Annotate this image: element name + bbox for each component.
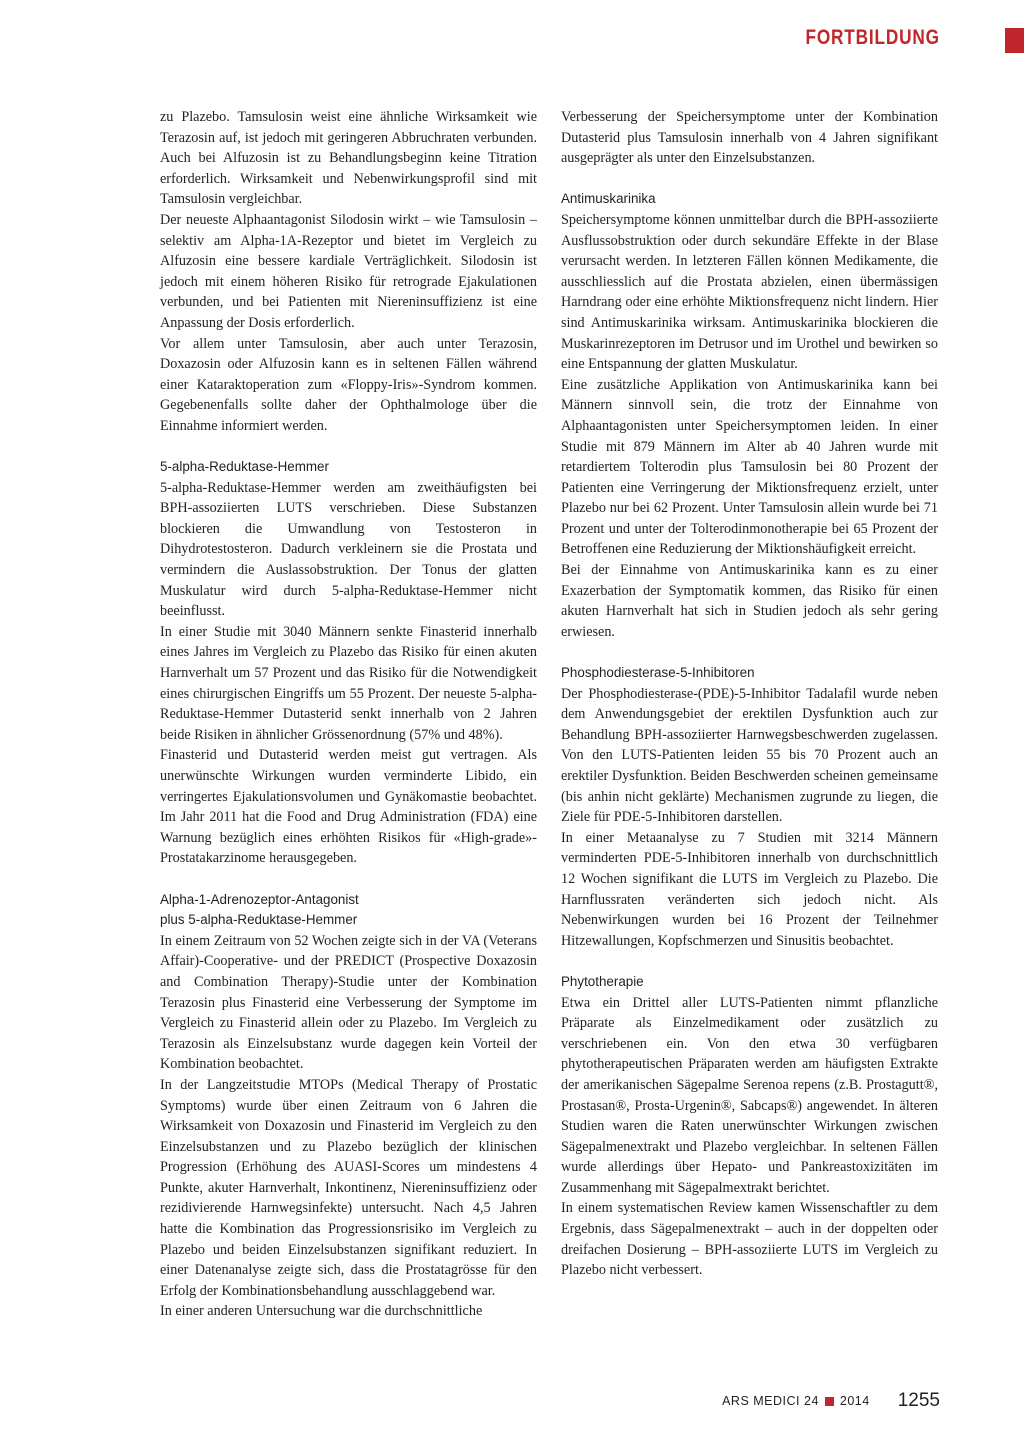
section-spacer [160, 869, 537, 890]
body-paragraph: Finasterid und Dutasterid werden meist gut vertragen. Als unerwünschte Wirkungen wurden verminderte Libido, ein verringertes Ejakulationsvolumen und Gynäkomastie beobachtet. Im Jahr 2011 hat die Food and Drug Administration (FDA) eine Warnung bezüglich eines erhöhten Risikos für «High-grade»-Prostatakarzinome herausgegeben. [160, 747, 537, 867]
section-heading: 5-alpha-Reduktase-Hemmer [160, 459, 329, 475]
body-paragraph: In einer Studie mit 3040 Männern senkte Finasterid innerhalb eines Jahres im Vergleich zu Plazebo das Risiko für einen akuten Harnverhalt um 57 Prozent und das Risiko für die Notwendigkeit eines chirurgischen Eingriffs um 55 Prozent. Der neueste 5-alpha-Reduktase-Hemmer Dutasterid senkt innerhalb von 2 Jahren beide Risiken in ähnlicher Grössenordnung (57% und 48%). [160, 623, 537, 743]
body-paragraph: In einer anderen Untersuchung war die durchschnittliche [160, 1303, 483, 1320]
body-paragraph: In einem Zeitraum von 52 Wochen zeigte sich in der VA (Veterans Affair)-Cooperative- und der PREDICT (Prospective Doxazosin and Combination Therapy)-Studie unter der Kombination Terazosin plus Finasterid eine Verbesserung der Symptome im Vergleich zu Finasterid allein oder zu Plazebo. Im Vergleich zu Terazosin als Einzelsubstanz wurde dagegen kein Vorteil der Kombination beobachtet. [160, 932, 537, 1073]
journal-issue: ARS MEDICI 24 [722, 1394, 819, 1408]
section-heading: plus 5-alpha-Reduktase-Hemmer [160, 912, 358, 928]
body-paragraph: Der Phosphodiesterase-(PDE)-5-Inhibitor Tadalafil wurde neben dem Anwendungsgebiet der erektilen Dysfunktion auch zur Behandlung BPH-assoziierter Harnwegsbeschwerden zugelassen. Von den LUTS-Patienten leiden 55 bis 70 Prozent auch an erektiler Dysfunktion. Beiden Beschwerden scheinen gemeinsame (bis anhin nicht geklärte) Mechanismen zugrunde zu liegen, die Ziele für PDE-5-Inhibitoren darstellen. [561, 685, 938, 826]
footer-separator [825, 1397, 834, 1406]
body-paragraph: In einem systematischen Review kamen Wissenschaftler zu dem Ergebnis, dass Sägepalmenextrakt – auch in der doppelten oder dreifachen Dosierung – BPH-assoziierte LUTS im Vergleich zu Plazebo nicht verbessert. [561, 1200, 938, 1279]
body-paragraph: Eine zusätzliche Applikation von Antimuskarinika kann bei Männern sinnvoll sein, die trotz der Einnahme von Alphaantagonisten unter Speichersymptomen leiden. In einer Studie mit 879 Männern im Alter ab 40 Jahren wurde mit retardiertem Tolterodin plus Tamsulosin bei 80 Prozent der Patienten eine Verringerung der Miktionsfrequenz erzielt, unter Plazebo nur bei 62 Prozent. Unter Tamsulosin allein wurde bei 71 Prozent und unter der Tolterodinmonotherapie bei 65 Prozent der Betroffenen eine Reduzierung der Miktionshäufigkeit erreicht. [561, 376, 938, 558]
right-column [561, 107, 938, 1281]
body-paragraph: Speichersymptome können unmittelbar durch die BPH-assoziierte Ausflussobstruktion oder durch sekundäre Effekte in der Blase verursacht werden. In letzteren Fällen können Medikamente, die ausschliesslich auf die Prostata abzielen, einen übermässigen Harndrang oder eine erhöhte Miktionsfrequenz nicht lindern. Hier sind Antimuskarinika wirksam. Antimuskarinika blockieren die Muskarinrezeptoren im Detrusor und im Urothel und bewirken so eine Entspannung der glatten Muskulatur. [561, 211, 938, 373]
section-heading: Phytotherapie [561, 973, 644, 989]
journal-year: 2014 [839, 1394, 870, 1408]
section-spacer [561, 951, 938, 972]
section-heading: Alpha-1-Adrenozeptor-Antagonist [160, 891, 359, 907]
body-paragraph: Vor allem unter Tamsulosin, aber auch unter Terazosin, Doxazosin oder Alfuzosin kann es in seltenen Fällen während einer Kataraktoperation zum «Floppy-Iris»-Syndrom kommen. Gegebenenfalls sollte daher der Ophthalmologe über die Einnahme informiert werden. [160, 335, 537, 434]
section-spacer [561, 642, 938, 663]
body-paragraph: Etwa ein Drittel aller LUTS-Patienten nimmt pflanzliche Präparate als Einzelmedikament oder zusätzlich zu verschriebenen ein. Von den etwa 30 verfügbaren phytotherapeutischen Präparaten werden am häufigsten Extrakte der amerikanischen Sägepalme Serenoa repens (z.B. Prostagutt®, Prostasan®, Prosta-Urgenin®, Sabcaps®) angewendet. In älteren Studien waren die Raten unerwünschter Wirkungen zwischen Sägepalmenextrakt und Plazebo vergleichbar. In seltenen Fällen wurde allerdings über Hepato- und Pankreastoxizitäten im Zusammenhang mit Sägepalmextrakt berichtet. [561, 994, 938, 1196]
section-marker [1005, 28, 1024, 53]
body-paragraph: Verbesserung der Speichersymptome unter der Kombination Dutasterid plus Tamsulosin innerhalb von 4 Jahren signifikant ausgeprägter als unter den Einzelsubstanzen. [561, 109, 938, 167]
body-paragraph: In der Langzeitstudie MTOPs (Medical Therapy of Prostatic Symptoms) wurde über einen Zeitraum von 6 Jahren die Wirksamkeit von Doxazosin und Finasterid im Vergleich zu den Einzelsubstanzen und zu Plazebo bezüglich der klinischen Progression (Erhöhung des AUASI-Scores um mindestens 4 Punkte, akuter Harnverhalt, Inkontinenz, Niereninsuffizienz oder rezidivierende Harnwegsinfekte) untersucht. Nach 4,5 Jahren hatte die Kombination das Progressionsrisiko im Vergleich zu Plazebo und beiden Einzelsubstanzen signifikant reduziert. In einer Datenanalyse zeigte sich, dass die Prostatagrösse für den Erfolg der Kombinationsbehandlung ausschlaggebend war. [160, 1076, 537, 1299]
section-spacer [160, 437, 537, 458]
section-heading: Antimuskarinika [561, 191, 656, 207]
body-paragraph: Bei der Einnahme von Antimuskarinika kann es zu einer Exazerbation der Symptomatik kommen, das Risiko für einen akuten Harnverhalt hat sich in Studien jedoch als sehr gering erwiesen. [561, 562, 938, 640]
page-footer [722, 1390, 940, 1412]
left-column [160, 107, 537, 1322]
body-paragraph: zu Plazebo. Tamsulosin weist eine ähnliche Wirksamkeit wie Terazosin auf, ist jedoch mit geringeren Abbruchraten verbunden. Auch bei Alfuzosin ist zu Behandlungsbeginn keine Titration erforderlich. Wirksamkeit und Nebenwirkungsprofil sind mit Tamsulosin vergleichbar. [160, 109, 537, 208]
section-heading: Phosphodiesterase-5-Inhibitoren [561, 665, 755, 681]
section-spacer [561, 169, 938, 190]
body-paragraph: Der neueste Alphaantagonist Silodosin wirkt – wie Tamsulosin – selektiv am Alpha-1A-Rezeptor und bietet im Vergleich zu Alfuzosin eine bessere kardiale Verträglichkeit. Silodosin ist jedoch mit einem höheren Risiko für retrograde Ejakulationen verbunden, und bei Patienten mit Niereninsuffizienz ist eine Anpassung der Dosis erforderlich. [160, 211, 537, 331]
section-title: FORTBILDUNG [805, 26, 940, 49]
body-paragraph: In einer Metaanalyse zu 7 Studien mit 3214 Männern verminderten PDE-5-Inhibitoren innerhalb von durchschnittlich 12 Wochen signifikant die LUTS im Vergleich zu Plazebo. Die Harnflussraten veränderten sich jedoch nicht. Als Nebenwirkungen wurden bei 16 Prozent der Teilnehmer Hitzewallungen, Kopfschmerzen und Sinusitis beobachtet. [561, 829, 938, 949]
body-paragraph: 5-alpha-Reduktase-Hemmer werden am zweithäufigsten bei BPH-assoziierten LUTS verschrieben. Diese Substanzen blockieren die Umwandlung von Testosteron in Dihydrotestosteron. Dadurch verkleinern sie die Prostata und vermindern die Auslassobstruktion. Der Tonus der glatten Muskulatur wird durch 5-alpha-Reduktase-Hemmer nicht beeinflusst. [160, 479, 537, 620]
page-number: 1255 [897, 1390, 940, 1411]
